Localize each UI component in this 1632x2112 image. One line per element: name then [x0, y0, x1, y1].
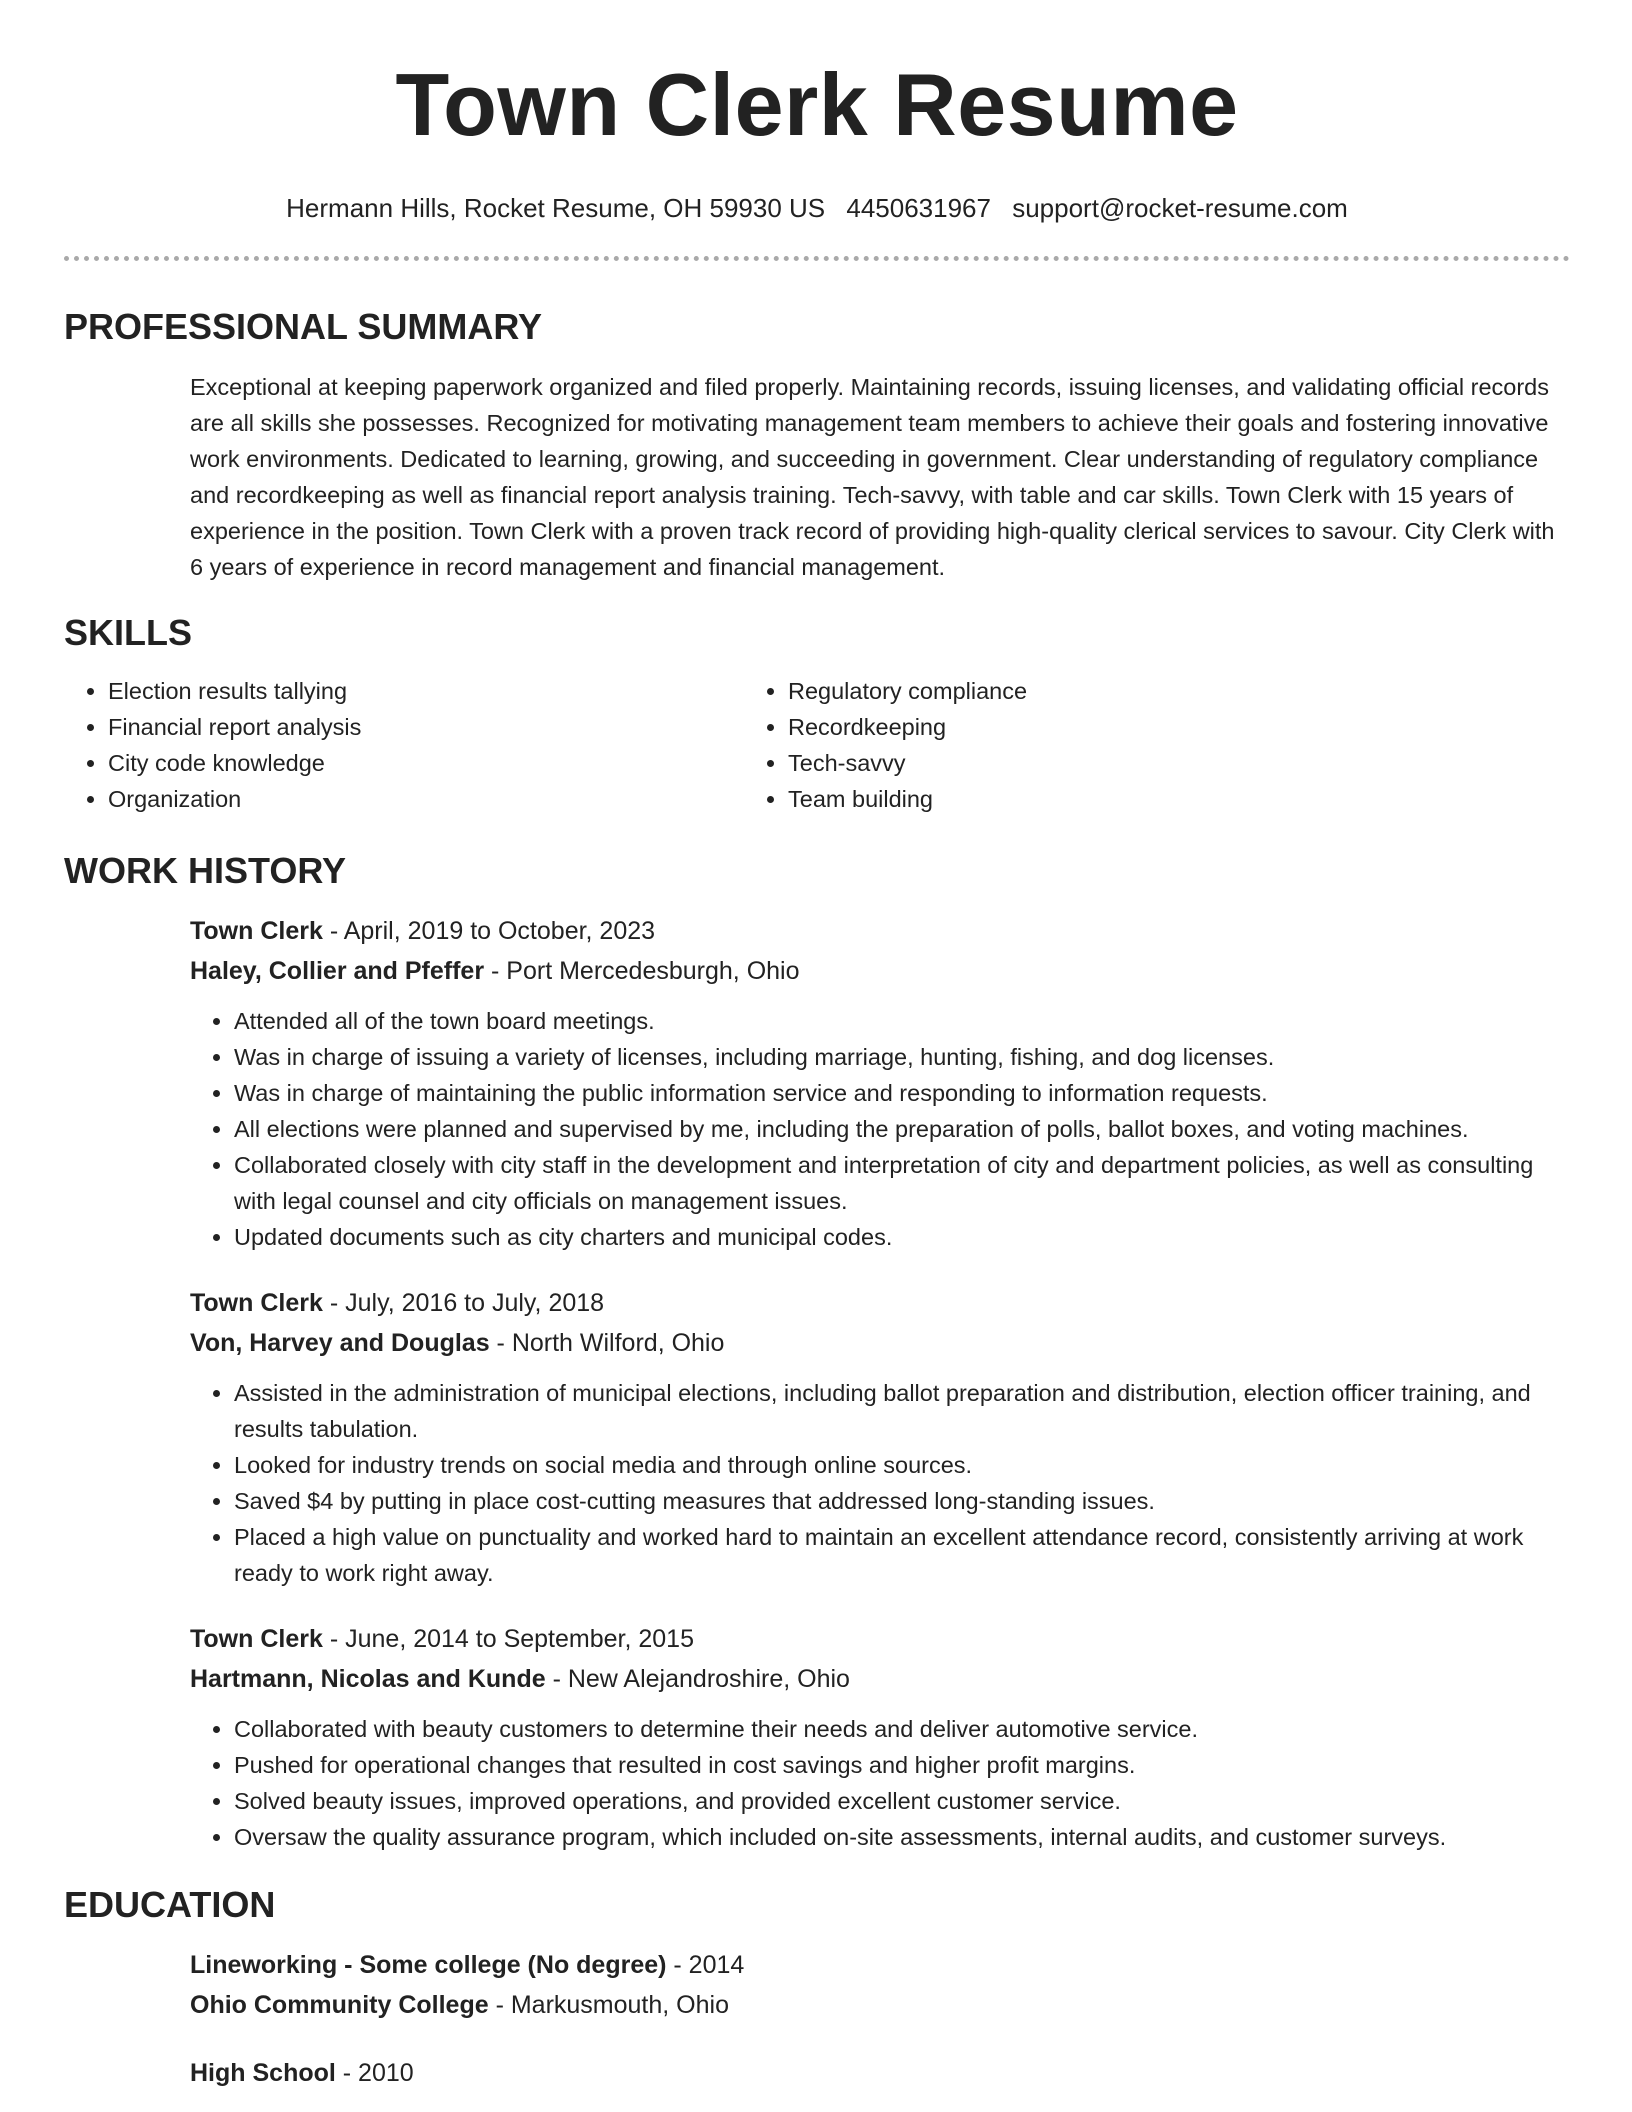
education-entry — [190, 2053, 1570, 2093]
skills-heading: SKILLS — [64, 612, 193, 653]
job-entry — [190, 1619, 1570, 1855]
education-degree-line — [190, 1945, 1570, 1985]
skill-item: • Tech-savvy — [788, 745, 1424, 781]
job-company: Hartmann, Nicolas and Kunde — [190, 1665, 546, 1693]
skills-list-right — [744, 673, 1424, 817]
contact-address: Hermann Hills, Rocket Resume, OH 59930 US — [286, 193, 826, 223]
education-heading: EDUCATION — [64, 1884, 276, 1925]
job-company-line — [190, 951, 1570, 991]
contact-email: support@rocket-resume.com — [1012, 193, 1348, 223]
job-bullet: • Placed a high value on punctuality and worked hard to maintain an excellent attendance record, consistently arriving at work ready to work right away. — [234, 1519, 1570, 1591]
education-entry — [190, 1945, 1570, 2025]
job-dates: - June, 2014 to September, 2015 — [322, 1625, 694, 1653]
job-bullets — [190, 1375, 1570, 1591]
job-company: Haley, Collier and Pfeffer — [190, 957, 485, 985]
skills-list-left — [64, 673, 744, 817]
education-year: - 2014 — [666, 1951, 745, 1979]
education-school: Ohio Community College — [190, 1991, 489, 2019]
skill-item: • Regulatory compliance — [788, 673, 1424, 709]
job-bullet: • Updated documents such as city charters and municipal codes. — [234, 1219, 1570, 1255]
education-degree-line — [190, 2053, 1570, 2093]
skill-item: • Team building — [788, 781, 1424, 817]
job-title-line — [190, 911, 1570, 951]
education-degree: High School — [190, 2059, 336, 2087]
contact-phone: 4450631967 — [846, 193, 991, 223]
job-bullet: • Pushed for operational changes that resulted in cost savings and higher profit margins. — [234, 1747, 1570, 1783]
job-bullet: • Was in charge of issuing a variety of licenses, including marriage, hunting, fishing, and dog licenses. — [234, 1039, 1570, 1075]
job-bullet: • Looked for industry trends on social media and through online sources. — [234, 1447, 1570, 1483]
job-bullet: • Solved beauty issues, improved operations, and provided excellent customer service. — [234, 1783, 1570, 1819]
job-title-line — [190, 1619, 1570, 1659]
job-bullet: • All elections were planned and supervised by me, including the preparation of polls, ballot boxes, and voting machines. — [234, 1111, 1570, 1147]
job-title: Town Clerk — [190, 1289, 323, 1317]
resume-page — [64, 0, 1570, 2093]
skill-item: • Organization — [108, 781, 744, 817]
job-dates: - July, 2016 to July, 2018 — [322, 1289, 605, 1317]
job-bullet: • Collaborated closely with city staff in the development and interpretation of city and department policies, as well as consulting with legal counsel and city officials on management issues. — [234, 1147, 1570, 1219]
job-bullet: • Was in charge of maintaining the public information service and responding to information requests. — [234, 1075, 1570, 1111]
skills-grid — [64, 673, 1570, 817]
header-divider — [64, 256, 1570, 261]
job-company-line — [190, 1323, 1570, 1363]
job-entry — [190, 911, 1570, 1255]
job-bullet: • Attended all of the town board meetings. — [234, 1003, 1570, 1039]
job-title: Town Clerk — [190, 1625, 323, 1653]
work-heading: WORK HISTORY — [64, 850, 347, 891]
job-title-line — [190, 1283, 1570, 1323]
job-dates: - April, 2019 to October, 2023 — [322, 917, 656, 945]
education-location: - Markusmouth, Ohio — [488, 1991, 729, 2019]
education-school-line — [190, 1985, 1570, 2025]
resume-title: Town Clerk Resume — [395, 55, 1239, 154]
contact-line — [64, 192, 1570, 224]
job-bullets — [190, 1003, 1570, 1255]
job-entry — [190, 1283, 1570, 1591]
job-company: Von, Harvey and Douglas — [190, 1329, 490, 1357]
job-bullet: • Collaborated with beauty customers to determine their needs and deliver automotive service. — [234, 1711, 1570, 1747]
skill-item: • Election results tallying — [108, 673, 744, 709]
education-year: - 2010 — [335, 2059, 414, 2087]
job-bullet: • Oversaw the quality assurance program, which included on-site assessments, internal audits, and customer surveys. — [234, 1819, 1570, 1855]
job-bullet: • Saved $4 by putting in place cost-cutting measures that addressed long-standing issues. — [234, 1483, 1570, 1519]
summary-heading: PROFESSIONAL SUMMARY — [64, 306, 543, 347]
job-location: - New Alejandroshire, Ohio — [545, 1665, 850, 1693]
job-location: - North Wilford, Ohio — [489, 1329, 725, 1357]
skill-item: • Recordkeeping — [788, 709, 1424, 745]
summary-text: Exceptional at keeping paperwork organized and filed properly. Maintaining records, issuing licenses, and validating official records are all skills she possesses. Recognized for motivating management team members to achieve their goals and fostering innovative work environments. Dedicated to learning, growing, and succeeding in government. Clear understanding of regulatory compliance and recordkeeping as well as financial report analysis training. Tech-savvy, with table and car skills. Town Clerk with 15 years of experience in the position. Town Clerk with a proven track record of providing high-quality clerical services to savour. City Clerk with 6 years of experience in record management and financial management. — [190, 374, 1555, 580]
skill-item: • Financial report analysis — [108, 709, 744, 745]
job-bullets — [190, 1711, 1570, 1855]
job-bullet: • Assisted in the administration of municipal elections, including ballot preparation and distribution, election officer training, and results tabulation. — [234, 1375, 1570, 1447]
skill-item: • City code knowledge — [108, 745, 744, 781]
job-location: - Port Mercedesburgh, Ohio — [484, 957, 800, 985]
education-degree: Lineworking - Some college (No degree) — [190, 1951, 667, 1979]
summary-section — [190, 369, 1570, 585]
job-title: Town Clerk — [190, 917, 323, 945]
job-company-line — [190, 1659, 1570, 1699]
